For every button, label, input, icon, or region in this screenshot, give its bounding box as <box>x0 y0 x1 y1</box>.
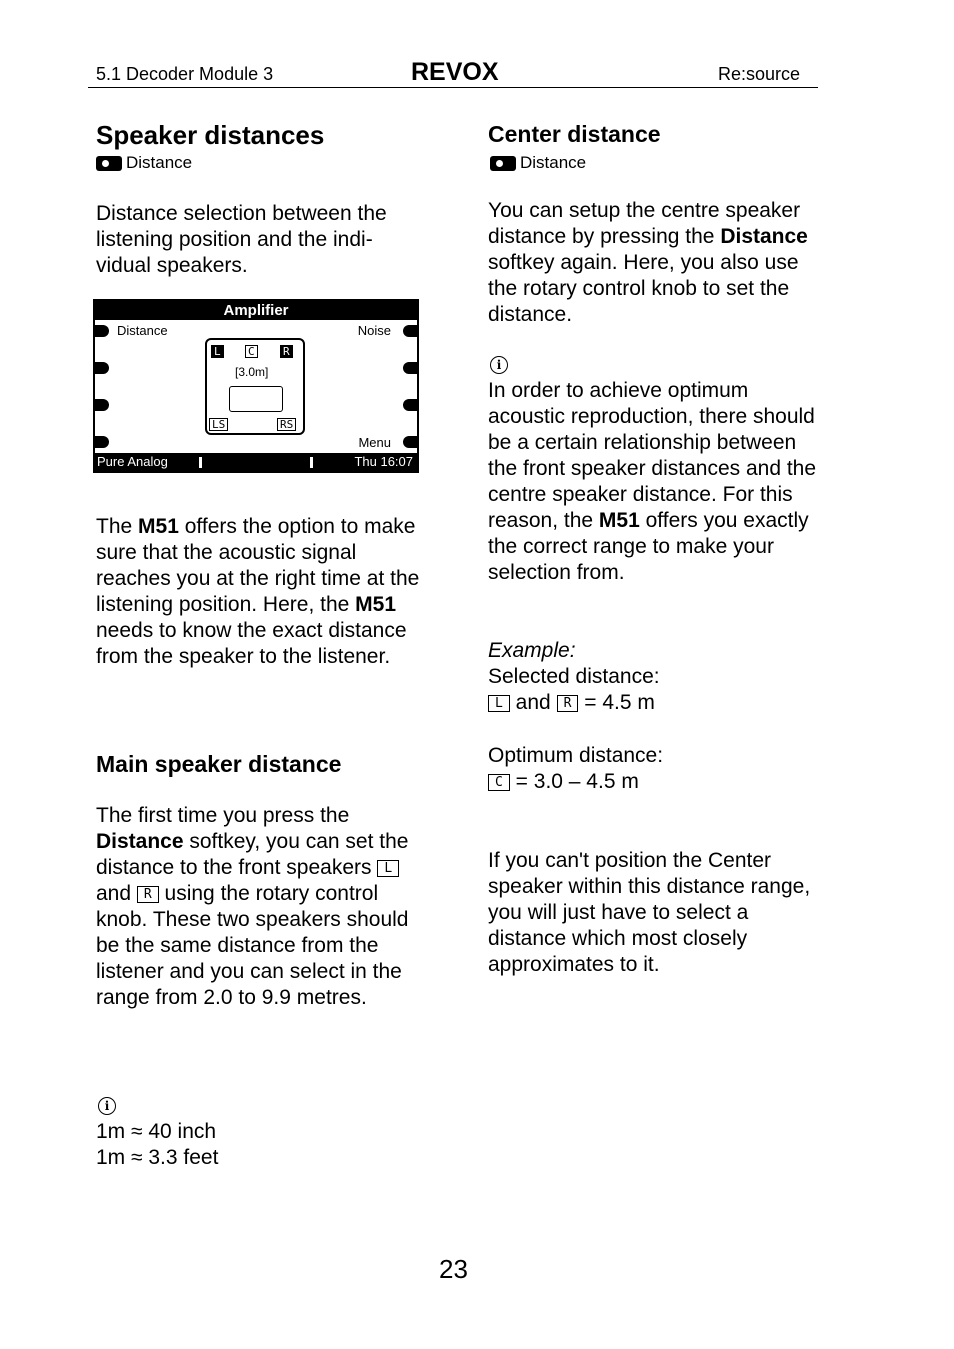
intro-paragraph: Distance selection between the listening position and the indi-vidual speakers. <box>96 202 387 277</box>
distance-softkey-indicator <box>96 153 192 173</box>
display-noise-softkey: Noise <box>357 323 391 338</box>
listener-sofa-icon <box>229 386 283 412</box>
page-number: 23 <box>439 1254 468 1284</box>
speaker-c-icon: C <box>488 774 510 791</box>
section-title-center-distance: Center distance <box>488 121 661 147</box>
display-menu-softkey: Menu <box>358 435 391 450</box>
m51-intro-paragraph: The M51 offers the option to make sure that the acoustic signal reaches you at the right time at the listening position. Here, the M51 needs to know the exact distance from the speaker to the listener. <box>96 515 420 668</box>
conversion-inch: 1m ≈ 40 inch <box>96 1120 217 1143</box>
display-status-bar <box>95 453 417 471</box>
amplifier-display-illustration <box>93 299 419 473</box>
optimum-paragraph: In order to achieve optimum acoustic reproduction, there should be a certain relationship between the front speaker distances and the centre speaker distance. For this reason, the M51 offers you exactly the correct range to make your selection from. <box>488 379 817 584</box>
revox-logo: REVOX <box>411 58 499 86</box>
softkey-marker-right-1 <box>403 325 419 337</box>
softkey-marker-right-2 <box>403 362 419 374</box>
subheading-main-speaker-distance: Main speaker distance <box>96 751 342 777</box>
softkey-marker-left-2 <box>93 362 109 374</box>
speaker-l-icon: L <box>377 860 399 877</box>
softkey-marker-left-3 <box>93 399 109 411</box>
speaker-room-diagram <box>205 338 305 435</box>
selected-distance-value: L and R = 4.5 m <box>488 690 655 716</box>
display-distance-softkey: Distance <box>117 323 168 338</box>
display-source: Pure Analog <box>97 454 168 469</box>
softkey-label: Distance <box>520 153 587 172</box>
softkey-icon <box>96 156 122 171</box>
display-title: Amplifier <box>95 301 417 320</box>
softkey-marker-right-3 <box>403 399 419 411</box>
section-title-speaker-distances: Speaker distances <box>96 120 325 150</box>
display-distance-value: [3.0m] <box>235 365 269 379</box>
display-clock: Thu 16:07 <box>354 454 413 469</box>
main-distance-paragraph: The first time you press the Distance softkey, you can set the distance to the front speakers L and R using the rotary control knob. These two speakers should be the same distance from the listener and you can select in the range from 2.0 to 9.9 metres. <box>96 804 409 1009</box>
speaker-front-left: L <box>211 345 224 358</box>
speaker-r-icon: R <box>557 695 579 712</box>
center-distance-softkey-indicator <box>490 153 586 173</box>
softkey-marker-right-4 <box>403 436 419 448</box>
softkey-marker-left-1 <box>93 325 109 337</box>
softkey-marker-left-4 <box>93 436 109 448</box>
speaker-rear-right: RS <box>277 418 296 431</box>
selected-distance-label: Selected distance: <box>488 665 660 688</box>
speaker-center: C <box>245 345 258 358</box>
speaker-rear-left: LS <box>209 418 228 431</box>
softkey-icon <box>490 156 516 171</box>
speaker-front-right: R <box>280 345 293 358</box>
speaker-l-icon: L <box>488 695 510 712</box>
example-label: Example: <box>488 639 576 662</box>
center-setup-paragraph: You can setup the centre speaker distance by pressing the Distance softkey again. Here, you also use the rotary control knob to set the distance. <box>488 199 808 326</box>
conversion-feet: 1m ≈ 3.3 feet <box>96 1146 219 1169</box>
optimum-distance-label: Optimum distance: <box>488 744 664 767</box>
info-icon: i <box>98 1097 116 1115</box>
softkey-label: Distance <box>126 153 193 172</box>
fallback-paragraph: If you can't position the Center speaker within this distance range, you will just have to select a distance which most closely approximates to it. <box>488 849 811 976</box>
status-divider-2 <box>310 457 313 468</box>
status-divider-1 <box>199 457 202 468</box>
optimum-distance-value: C = 3.0 – 4.5 m <box>488 769 639 795</box>
speaker-r-icon: R <box>137 886 159 903</box>
header-product-name: Re:source <box>718 64 801 84</box>
header-rule <box>88 87 818 88</box>
info-icon: i <box>490 356 508 374</box>
header-module-title: 5.1 Decoder Module 3 <box>96 64 274 84</box>
